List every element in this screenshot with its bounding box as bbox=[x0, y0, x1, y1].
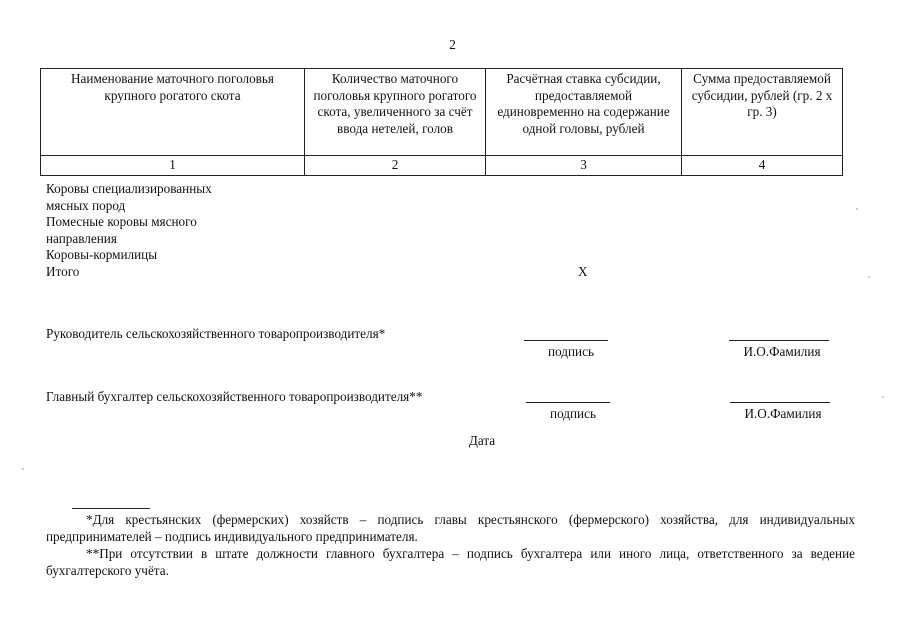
header-subsidy-rate: Расчётная ставка субсидии, предоставляемой единовременно на содержание одной головы, рублей bbox=[486, 69, 682, 156]
head-signature-line bbox=[524, 340, 608, 341]
head-signature-label: Руководитель сельскохозяйственного товаропроизводителя* bbox=[46, 326, 386, 341]
head-signature-caption: подпись bbox=[548, 344, 594, 359]
head-name-line bbox=[729, 340, 829, 341]
accountant-name-caption: И.О.Фамилия bbox=[744, 406, 822, 421]
accountant-signature-label: Главный бухгалтер сельскохозяйственного товаропроизводителя** bbox=[46, 389, 423, 404]
scan-speck bbox=[22, 468, 24, 470]
column-number-row bbox=[41, 156, 843, 176]
head-name-caption: И.О.Фамилия bbox=[743, 344, 821, 359]
scan-speck bbox=[856, 208, 858, 210]
column-number: 2 bbox=[305, 156, 486, 176]
column-number: 3 bbox=[486, 156, 682, 176]
subsidy-table bbox=[40, 68, 843, 176]
page-number: 2 bbox=[449, 37, 456, 52]
row-total-label: Итого bbox=[46, 263, 80, 279]
scan-speck bbox=[868, 276, 870, 278]
accountant-signature-caption: подпись bbox=[550, 406, 596, 421]
column-number: 1 bbox=[41, 156, 305, 176]
accountant-signature-line bbox=[526, 402, 610, 403]
table-rows bbox=[46, 181, 588, 280]
table-header-row bbox=[41, 69, 843, 156]
column-number: 4 bbox=[682, 156, 843, 176]
scan-speck bbox=[882, 396, 884, 398]
row-nurse-cows: Коровы-кормилицы bbox=[46, 247, 158, 262]
row-crossbred-beef-cows: Помесные коровы мясного направления bbox=[46, 214, 197, 246]
header-subsidy-sum: Сумма предоставляемой субсидии, рублей (гр. 2 х гр. 3) bbox=[682, 69, 843, 156]
header-herd-count: Количество маточного поголовья крупного рогатого скота, увеличенного за счёт ввода нетелей, голов bbox=[305, 69, 486, 156]
footnote-divider bbox=[72, 508, 150, 509]
header-herd-name: Наименование маточного поголовья крупного рогатого скота bbox=[41, 69, 305, 156]
total-row bbox=[46, 263, 588, 281]
footnote-accountant: **При отсутствии в штате должности главного бухгалтера – подпись бухгалтера или иного лица, ответственного за ведение бухгалтерского учёта. bbox=[46, 546, 855, 578]
row-specialized-beef-cows: Коровы специализированных мясных пород bbox=[46, 181, 212, 213]
accountant-name-line bbox=[730, 402, 830, 403]
total-rate-mark: Х bbox=[578, 263, 588, 279]
footnote-farm: *Для крестьянских (фермерских) хозяйств – подпись главы крестьянского (фермерского) хозяйства, для индивидуальных предпринимателей – подпись индивидуального предпринимателя. bbox=[46, 512, 855, 544]
date-label: Дата bbox=[468, 433, 496, 448]
